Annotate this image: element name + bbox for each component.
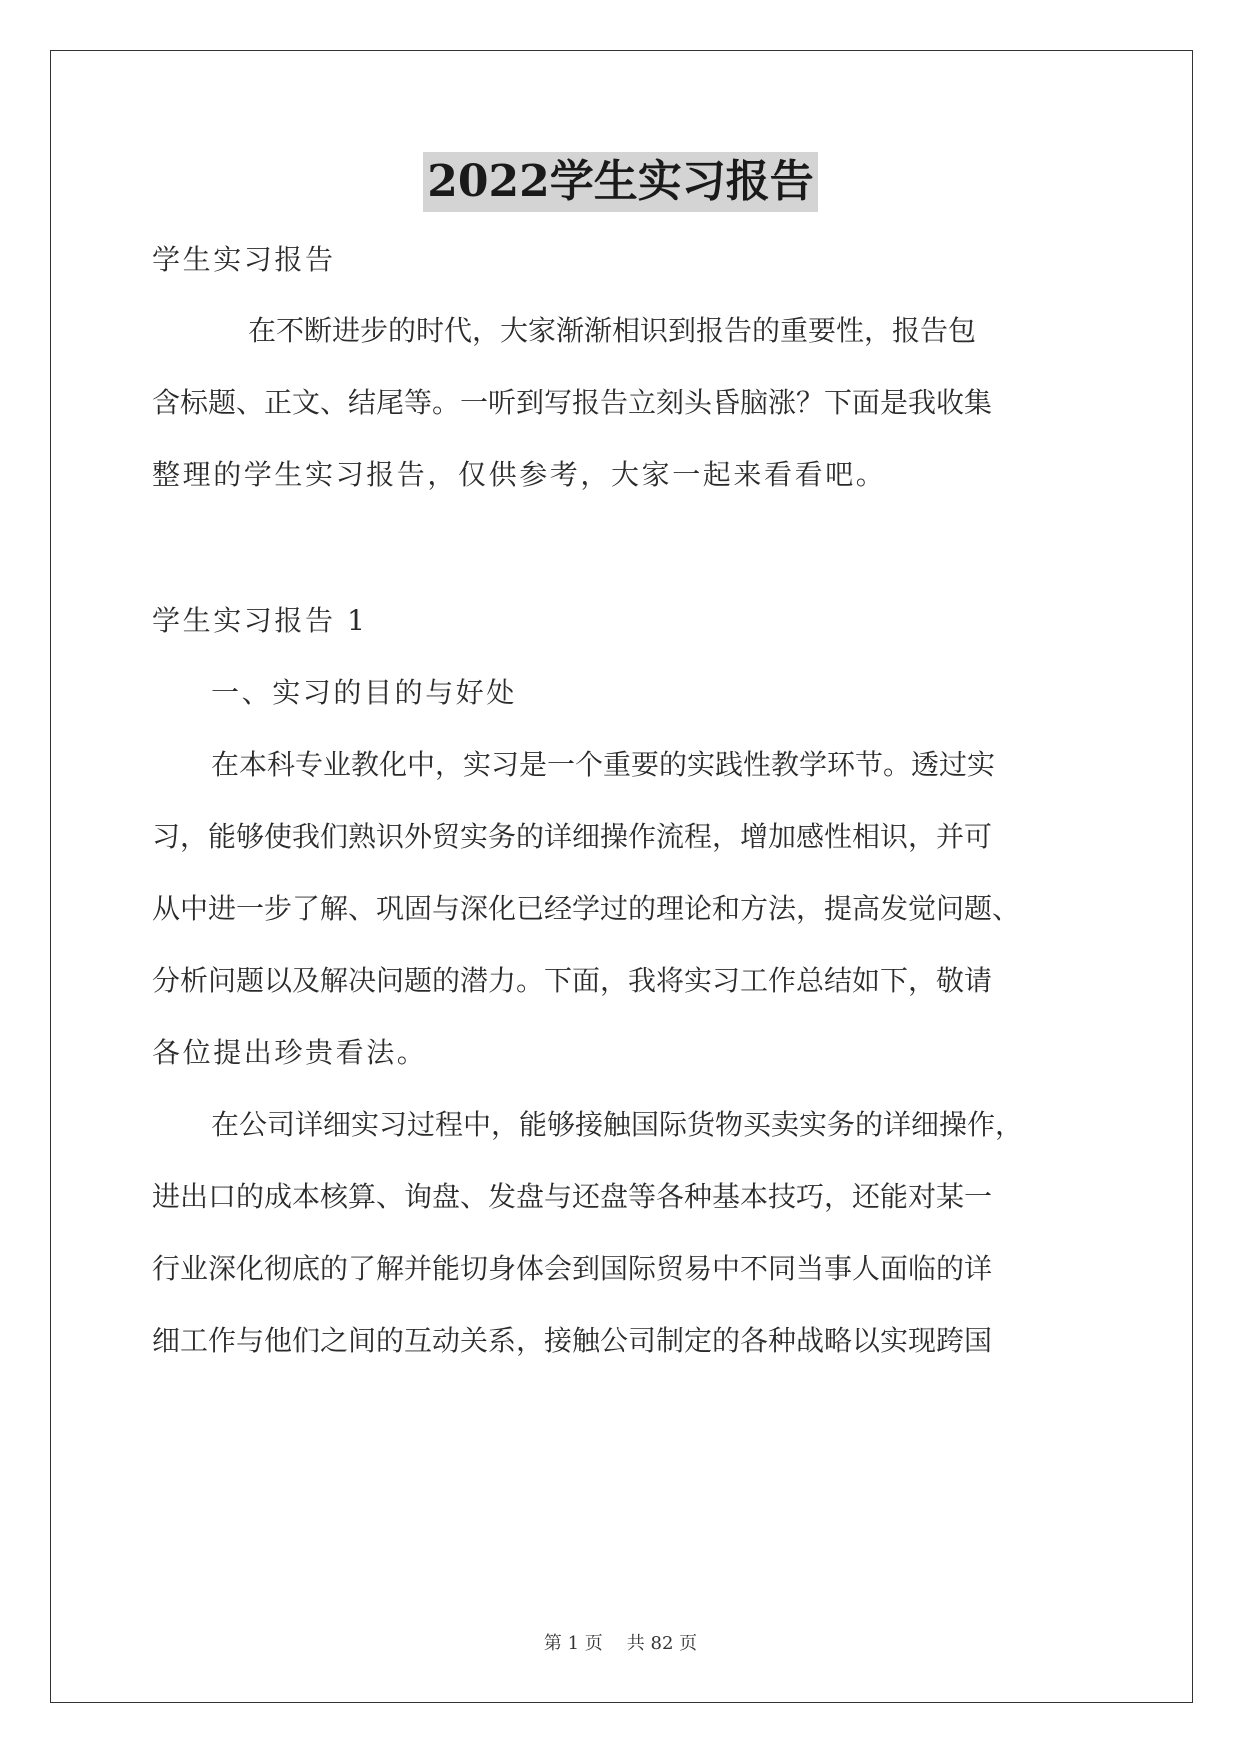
document-title: 2022学生实习报告 [423,152,817,212]
document-subtitle: 学生实习报告 [152,243,336,276]
page-border [50,50,1193,1703]
paragraph-2-line-1: 在公司详细实习过程中，能够接触国际货物买卖实务的详细操作， [211,1108,1024,1141]
heading-purpose: 一、实习的目的与好处 [211,676,518,709]
section-title: 学生实习报告 1 [152,604,368,637]
paragraph-2-line-3: 行业深化彻底的了解并能切身体会到国际贸易中不同当事人面临的详 [152,1252,993,1285]
paragraph-1-line-3: 从中进一步了解、巩固与深化已经学过的理论和方法，提高发觉问题、 [152,892,1021,925]
paragraph-1-line-4: 分析问题以及解决问题的潜力。下面，我将实习工作总结如下，敬请 [152,964,993,997]
intro-line-1: 在不断进步的时代，大家渐渐相识到报告的重要性，报告包 [248,314,977,347]
paragraph-2-line-2: 进出口的成本核算、询盘、发盘与还盘等各种基本技巧，还能对某一 [152,1180,993,1213]
intro-line-2: 含标题、正文、结尾等。一听到写报告立刻头昏脑涨？下面是我收集 [152,386,993,419]
total-pages: 共 82 页 [626,1633,698,1654]
page-footer [0,1632,1241,1656]
paragraph-1-line-5: 各位提出珍贵看法。 [152,1036,428,1069]
title-area [0,152,1241,212]
paragraph-1-line-2: 习，能够使我们熟识外贸实务的详细操作流程，增加感性相识，并可 [152,820,993,853]
intro-line-3: 整理的学生实习报告，仅供参考，大家一起来看看吧。 [152,458,887,491]
paragraph-2-line-4: 细工作与他们之间的互动关系，接触公司制定的各种战略以实现跨国 [152,1324,993,1357]
page-number: 第 1 页 [543,1633,603,1654]
paragraph-1-line-1: 在本科专业教化中，实习是一个重要的实践性教学环节。透过实 [211,748,996,781]
